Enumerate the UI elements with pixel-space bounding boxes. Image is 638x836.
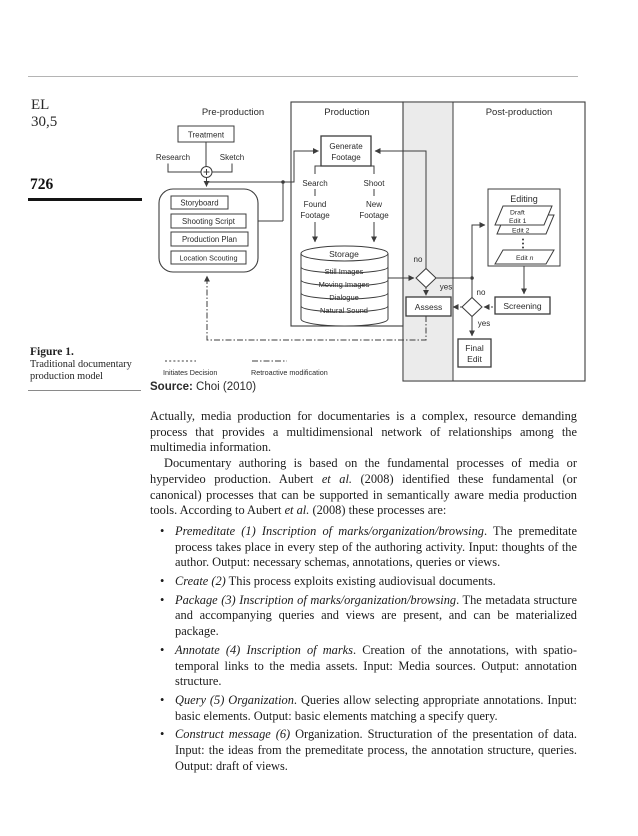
edit-n-label: Edit n — [516, 255, 534, 262]
bullet-marker: • — [160, 523, 165, 538]
research-label: Research — [155, 153, 191, 162]
list-item-lead: Annotate (4) Inscription of marks — [175, 642, 354, 657]
figure-caption — [30, 346, 148, 383]
found-footage-label-line1: Found — [303, 200, 327, 209]
legend-retroactive-label: Retroactive modification — [251, 368, 328, 377]
journal-code: EL — [31, 97, 50, 113]
draft-label: Draft — [510, 209, 525, 217]
ellipsis-dot-3 — [522, 247, 524, 249]
generate-footage-label-line2: Footage — [331, 153, 361, 162]
legend-initiates-label: Initiates Decision — [163, 368, 218, 377]
journal-issue: 30,5 — [31, 113, 58, 130]
bullet-marker: • — [160, 574, 165, 589]
list-item-create — [150, 574, 577, 590]
search-label: Search — [302, 179, 328, 188]
list-item-lead: Premeditate (1) Inscription of marks/organization/browsing — [175, 523, 484, 538]
et-al-italic: et al. — [284, 503, 310, 518]
journal-identifier — [31, 97, 57, 130]
final-edit-label-line1: Final — [465, 343, 484, 353]
assess-label: Assess — [414, 302, 443, 312]
yes-label-1: yes — [439, 282, 453, 292]
paragraph-2-segment: (2008) these processes are: — [309, 503, 447, 518]
figure-caption-line2: production model — [30, 371, 103, 382]
figure-caption-rule — [28, 390, 141, 391]
list-item-text: . Creation of the annotations, with spatio-temporal links to the media assets. Input: Media sources. Output: annotation structure. — [175, 642, 577, 689]
list-item-lead: Package (3) Inscription of marks/organization/browsing — [175, 592, 457, 607]
list-item-lead: Create (2) — [175, 574, 226, 589]
figure-1-diagram — [148, 94, 608, 406]
moving-images-label: Moving Images — [318, 280, 370, 289]
ellipsis-dot-1 — [522, 239, 524, 241]
bullet-marker: • — [160, 642, 165, 657]
storyboard-label: Storyboard — [180, 198, 219, 208]
post-production-header: Post-production — [485, 107, 553, 118]
list-item-construct-message — [150, 727, 577, 774]
list-item-text: Organization. Structuration of the presentation of data. Input: the ideas from the premeditate process, the annotation structure, queries. Output: draft of views. — [175, 727, 577, 773]
storage-cylinder — [301, 246, 388, 326]
still-images-label: Still Images — [324, 267, 364, 276]
list-item-text: . Queries allow selecting appropriate annotations. Input: basic elements. Output: basic elements matching a specify query. — [175, 692, 577, 723]
screening-label: Screening — [503, 301, 542, 311]
list-item-text: This process exploits existing audiovisual documents. — [225, 574, 496, 589]
list-item-text: . The metadata structure and accompanying queries and views are present, and can be materialized package. — [175, 592, 578, 639]
pre-production-header: Pre-production — [201, 107, 265, 118]
merge-bracket — [168, 164, 232, 173]
bullet-marker: • — [160, 692, 165, 707]
sketch-label: Sketch — [219, 153, 245, 162]
paragraph-2-segment: (2008) identified these fundamental (or canonical) processes that can be supported in semantically aware media production tools. According to Aubert — [150, 471, 577, 518]
shooting-script-label: Shooting Script — [182, 217, 235, 226]
body-text — [150, 409, 577, 774]
editing-label: Editing — [510, 194, 538, 204]
process-list — [150, 524, 577, 775]
new-footage-label-line2: Footage — [359, 211, 389, 220]
paragraph-2 — [150, 456, 577, 519]
new-footage-label-line1: New — [365, 200, 383, 209]
header-rule — [28, 76, 578, 77]
list-item-package — [150, 593, 577, 640]
production-header: Production — [324, 107, 370, 118]
edit-2-label: Edit 2 — [512, 227, 530, 235]
list-item-annotate — [150, 643, 577, 690]
edit-1-label: Edit 1 — [509, 218, 527, 225]
paragraph-1: Actually, media production for documentaries is a complex, resource demanding process that provides a multidimensional network of relationships among the multimedia information. — [150, 409, 577, 455]
storage-label: Storage — [329, 249, 359, 259]
figure-source: Source: Choi (2010) — [150, 381, 257, 393]
final-edit-label-line2: Edit — [467, 354, 482, 364]
decision-band — [403, 102, 453, 381]
page-number: 726 — [30, 176, 54, 193]
generate-footage-label-line1: Generate — [329, 142, 363, 151]
list-item-query — [150, 693, 577, 724]
found-footage-label-line2: Footage — [300, 211, 330, 220]
list-item-lead: Construct message (6) — [175, 727, 291, 742]
et-al-italic: et al. — [321, 471, 353, 486]
paragraph-2-segment: Documentary authoring is based on the fundamental processes of media or hypervideo production. Aubert — [150, 456, 577, 486]
bullet-marker: • — [160, 592, 165, 607]
list-item-premeditate — [150, 524, 577, 571]
list-item-text: . The premeditate process takes place in every step of the authoring activity. Input: thoughts of the author. Output: necessary schemas, annotations, queries or views. — [175, 523, 577, 570]
ellipsis-dot-2 — [522, 243, 524, 245]
no-label-1: no — [413, 255, 423, 264]
natural-sound-label: Natural Sound — [320, 306, 368, 315]
list-item-lead: Query (5) Organization — [175, 692, 294, 707]
page-number-rule — [28, 198, 142, 201]
bullet-marker: • — [160, 727, 165, 742]
treatment-label: Treatment — [187, 130, 225, 140]
yes-label-2: yes — [477, 319, 491, 328]
figure-caption-line1: Traditional documentary — [30, 359, 132, 370]
figure-label: Figure 1. — [30, 346, 74, 358]
production-plan-label: Production Plan — [181, 235, 238, 244]
shoot-label: Shoot — [363, 179, 385, 188]
no-label-2: no — [476, 288, 486, 297]
dialogue-label: Dialogue — [329, 293, 359, 302]
location-scouting-label: Location Scouting — [179, 253, 238, 263]
